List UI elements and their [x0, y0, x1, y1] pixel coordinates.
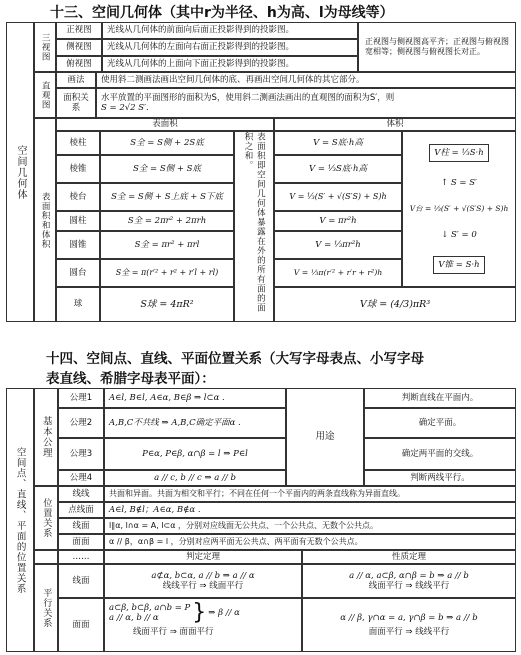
axiom-name: 公理3	[58, 438, 104, 470]
parallel-label: 平行关系	[34, 564, 58, 652]
three-views-label: 三视图	[34, 22, 56, 72]
brace-glyph: }	[192, 600, 207, 625]
volume-formula: V = S底·h高	[274, 131, 402, 155]
method-label: 画法	[56, 72, 96, 88]
area-relation-text: 水平放置的平面图形的面积为S，使用斜二测画法画出的直观图的面积为S′，则	[101, 92, 395, 103]
axiom-use: 确定平面。	[364, 408, 516, 438]
solid-name: 圆锥	[56, 231, 100, 259]
area-formula: S全 = π(r′² + r² + r′l + rl)	[100, 259, 234, 287]
header-judge: 判定定理	[104, 550, 302, 564]
prism-volume-box: V柱 = ⅓S·h	[429, 144, 488, 162]
area-formula: S全 = 2πr² + 2πrh	[100, 211, 234, 231]
solid-name: 圆柱	[56, 211, 100, 231]
use-label: 用途	[286, 388, 364, 486]
area-formula: S全 = S侧 + S上底 + S下底	[100, 183, 234, 211]
method-text: 使用斜二测画法画出空间几何体的底、再画出空间几何体的其它部分。	[96, 72, 516, 88]
header-property: 性质定理	[302, 550, 516, 564]
axioms-label: 基本公理	[34, 388, 58, 486]
intuitive-label: 直观图	[34, 72, 56, 118]
position-label: 位置关系	[34, 486, 58, 550]
section14-title-line1: 十四、空间点、直线、平面位置关系（大写字母表点、小写字母	[46, 351, 424, 367]
area-relation-cell	[96, 88, 516, 118]
section14-title-line2: 表直线、希腊字母表平面）：	[46, 371, 215, 387]
section14-table	[6, 388, 516, 652]
axiom-use: 判断直线在平面内。	[364, 388, 516, 408]
judge-summary: 线面平行 ⇒ 面面平行	[133, 627, 214, 637]
area-formula: S球 = 4πR²	[100, 287, 234, 322]
header-volume: 体积	[274, 118, 516, 131]
line-plane-property	[302, 564, 516, 598]
line-plane-judge	[104, 564, 302, 598]
volume-formula: V球 = (4/3)πR³	[274, 287, 516, 322]
property-formula: a // α, a⊂β, α∩β = b ⇒ a // b	[349, 570, 469, 581]
parallel-name: 线面	[58, 564, 104, 598]
solid-name: 球	[56, 287, 100, 322]
frustum-volume: V台 = ⅓(S′ + √(S′S) + S)h	[409, 204, 509, 214]
volume-formula: V = ⅓S底·h高	[274, 155, 402, 183]
position-name: 点线面	[58, 502, 104, 518]
section13-table	[6, 22, 516, 322]
axiom-name: 公理1	[58, 388, 104, 408]
axiom-name: 公理2	[58, 408, 104, 438]
surface-area-note: 表面积即空间几何体暴露在外的所有面的面积之和。	[234, 131, 274, 322]
section14-side-label: 空间点、直线、平面的位置关系	[6, 388, 34, 652]
area-formula: S全 = S侧 + S底	[100, 155, 234, 183]
judge-formula: a⊄α, b⊂α, a // b ⇒ a // α	[151, 570, 255, 581]
parallel-name: 面面	[58, 598, 104, 652]
three-views-rule: 正视图与侧视图高平齐；正视图与俯视图宽相等；侧视图与俯视图长对正。	[358, 22, 516, 72]
property-formula: α // β, γ∩α = a, γ∩β = b ⇒ a // b	[340, 612, 478, 623]
axiom-text: a // c, b // c ⇒ a // b	[104, 470, 286, 486]
solid-name: 棱柱	[56, 131, 100, 155]
property-summary: 面面平行 ⇒ 线线平行	[368, 627, 450, 637]
volume-formula: V = ⅓(S′ + √(S′S) + S)h	[274, 183, 402, 211]
axiom-name: 公理4	[58, 470, 104, 486]
position-text: 共面和异面。共面为相交和平行；不同在任何一个平面内的两条直线称为异面直线。	[104, 486, 516, 502]
solid-name: 棱台	[56, 183, 100, 211]
volume-formula: V = πr²h	[274, 211, 402, 231]
ellipsis-cell: ……	[58, 550, 104, 564]
volume-formula: V = ⅓π(r′² + r′r + r²)h	[274, 259, 402, 287]
up-arrow-condition: ↑ S = S′	[441, 178, 477, 189]
position-text: α // β，α∩β = l ，分别对应两平面无公共点、两平面有无数个公共点。	[104, 534, 516, 550]
plane-plane-property	[302, 598, 516, 652]
view-name: 侧视图	[56, 39, 102, 56]
area-formula: S全 = πr² + πrl	[100, 231, 234, 259]
down-arrow-condition: ↓ S′ = 0	[441, 229, 477, 240]
pyramid-volume-box: V锥 = S·h	[433, 256, 484, 274]
property-summary: 线面平行 ⇒ 线线平行	[368, 581, 450, 591]
view-desc: 光线从几何体的前面向后面正投影得到的投影图。	[102, 22, 358, 39]
judge-condition-2: a // α, b // α	[109, 613, 159, 623]
area-formula: S全 = S侧 + 2S底	[100, 131, 234, 155]
position-text: A∈l, B∉l；A∈α, B∉α .	[104, 502, 516, 518]
surface-volume-label: 表面积和体积	[34, 118, 56, 322]
position-name: 线面	[58, 518, 104, 534]
view-name: 正视图	[56, 22, 102, 39]
axiom-text: A∈l, B∈l, A∈α, B∈β ⇒ l⊂α .	[104, 388, 286, 408]
judge-conclusion: ⇒ β // α	[208, 607, 240, 618]
axiom-use: 确定两平面的交线。	[364, 438, 516, 470]
area-relation-label: 面积关系	[56, 88, 96, 118]
solid-name: 圆台	[56, 259, 100, 287]
view-desc: 光线从几何体的上面向下面正投影得到的投影图。	[102, 56, 358, 72]
area-relation-formula: S = 2√2 S′.	[101, 103, 149, 113]
view-name: 俯视图	[56, 56, 102, 72]
volume-relation-panel	[402, 131, 516, 287]
solid-name: 棱锥	[56, 155, 100, 183]
plane-plane-judge	[104, 598, 302, 652]
axiom-use: 判断两线平行。	[364, 470, 516, 486]
section13-title: 十三、空间几何体（其中r为半径、h为高、l为母线等）	[50, 5, 394, 21]
judge-summary: 线线平行 ⇒ 线面平行	[162, 581, 244, 591]
blank-corner	[34, 550, 58, 564]
judge-condition-1: a⊂β, b⊂β, a∩b = P	[109, 602, 191, 613]
position-name: 面面	[58, 534, 104, 550]
view-desc: 光线从几何体的左面向右面正投影得到的投影图。	[102, 39, 358, 56]
section13-side-label: 空间几何体	[6, 22, 34, 322]
position-text: l∥α, l∩α = A, l⊂α ，分别对应线面无公共点、一个公共点、无数个公共点。	[104, 518, 516, 534]
axiom-text: P∈α, P∈β, α∩β = l ⇒ P∈l	[104, 438, 286, 470]
position-name: 线线	[58, 486, 104, 502]
header-area: 表面积	[56, 118, 274, 131]
volume-formula: V = ⅓πr²h	[274, 231, 402, 259]
axiom-text: A,B,C不共线 ⇒ A,B,C确定平面α .	[104, 408, 286, 438]
